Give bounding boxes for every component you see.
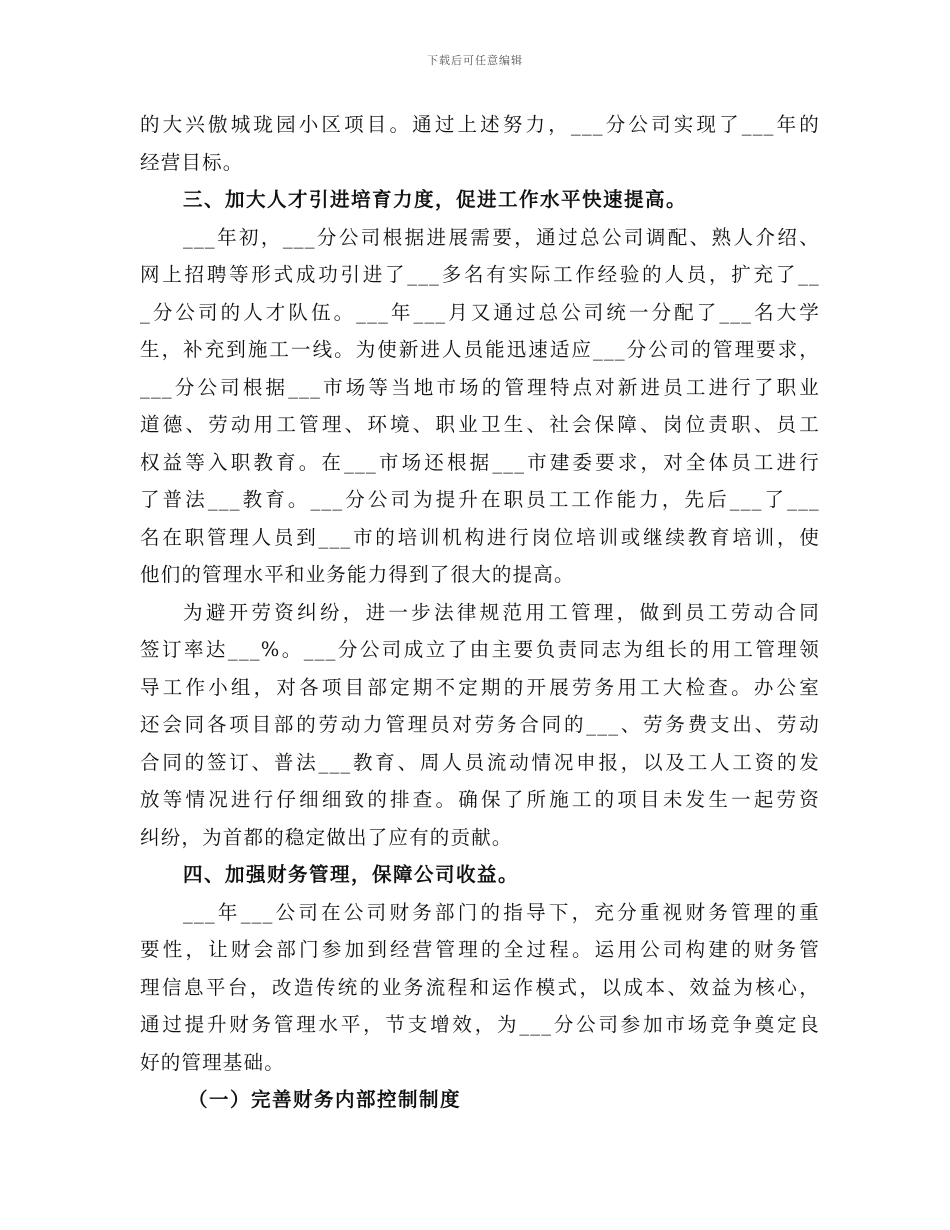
body-line: ___分公司根据___市场等当地市场的管理特点对新进员工进行了职业: [140, 375, 820, 399]
document-body: [140, 106, 820, 1119]
section-heading: 三、加大人才引进培育力度，促进工作水平快速提高。: [183, 188, 688, 211]
body-line: 放等情况进行仔细细致的排查。确保了所施工的项目未发生一起劳资: [140, 788, 820, 811]
body-line: 通过提升财务管理水平，节支增效，为___分公司参加市场竞争奠定良: [140, 1013, 820, 1036]
body-line: 权益等入职教育。在___市场还根据___市建委要求，对全体员工进行: [140, 450, 820, 474]
body-line: 还会同各项目部的劳动力管理员对劳务合同的___、劳务费支出、劳动: [140, 713, 820, 736]
paragraph-first-line: ___年初，___分公司根据进展需要，通过总公司调配、熟人介绍、: [183, 225, 820, 249]
body-line: 了普法___教育。___分公司为提升在职员工工作能力，先后___了___: [140, 488, 820, 511]
paragraph-first-line: ___年___公司在公司财务部门的指导下，充分重视财务管理的重: [183, 900, 820, 924]
body-line: 纠纷，为首都的稳定做出了应有的贡献。: [140, 825, 513, 849]
paragraph-first-line: 为避开劳资纠纷，进一步法律规范用工管理，做到员工劳动合同: [183, 600, 820, 624]
body-line: 要性，让财会部门参加到经营管理的全过程。运用公司构建的财务管: [140, 938, 820, 961]
body-line: 名在职管理人员到___市的培训机构进行岗位培训或继续教育培训，使: [140, 525, 820, 549]
body-line: 经营目标。: [140, 150, 244, 174]
body-line: 导工作小组，对各项目部定期不定期的开展劳务用工大检查。办公室: [140, 675, 820, 699]
subsection-heading: （一）完善财务内部控制制度: [188, 1088, 462, 1111]
body-line: 好的管理基础。: [140, 1050, 285, 1074]
body-line: 的大兴傲城珑园小区项目。通过上述努力，___分公司实现了___年的: [140, 113, 820, 136]
body-line: 生，补充到施工一线。为使新进人员能迅速适应___分公司的管理要求，: [140, 338, 820, 361]
body-line: 签订率达___%。___分公司成立了由主要负责同志为组长的用工管理领: [140, 638, 820, 661]
body-line: _分公司的人才队伍。___年___月又通过总公司统一分配了___名大学: [140, 300, 820, 324]
body-line: 道德、劳动用工管理、环境、职业卫生、社会保障、岗位责职、员工: [140, 413, 820, 436]
page-header: 下载后可任意编辑: [427, 54, 523, 67]
body-line: 合同的签订、普法___教育、周人员流动情况申报，以及工人工资的发: [140, 750, 820, 774]
body-line: 网上招聘等形式成功引进了___多名有实际工作经验的人员，扩充了__: [140, 263, 820, 286]
body-line: 他们的管理水平和业务能力得到了很大的提高。: [140, 563, 575, 586]
body-line: 理信息平台，改造传统的业务流程和运作模式，以成本、效益为核心，: [140, 975, 820, 999]
section-heading: 四、加强财务管理，保障公司收益。: [183, 863, 520, 886]
